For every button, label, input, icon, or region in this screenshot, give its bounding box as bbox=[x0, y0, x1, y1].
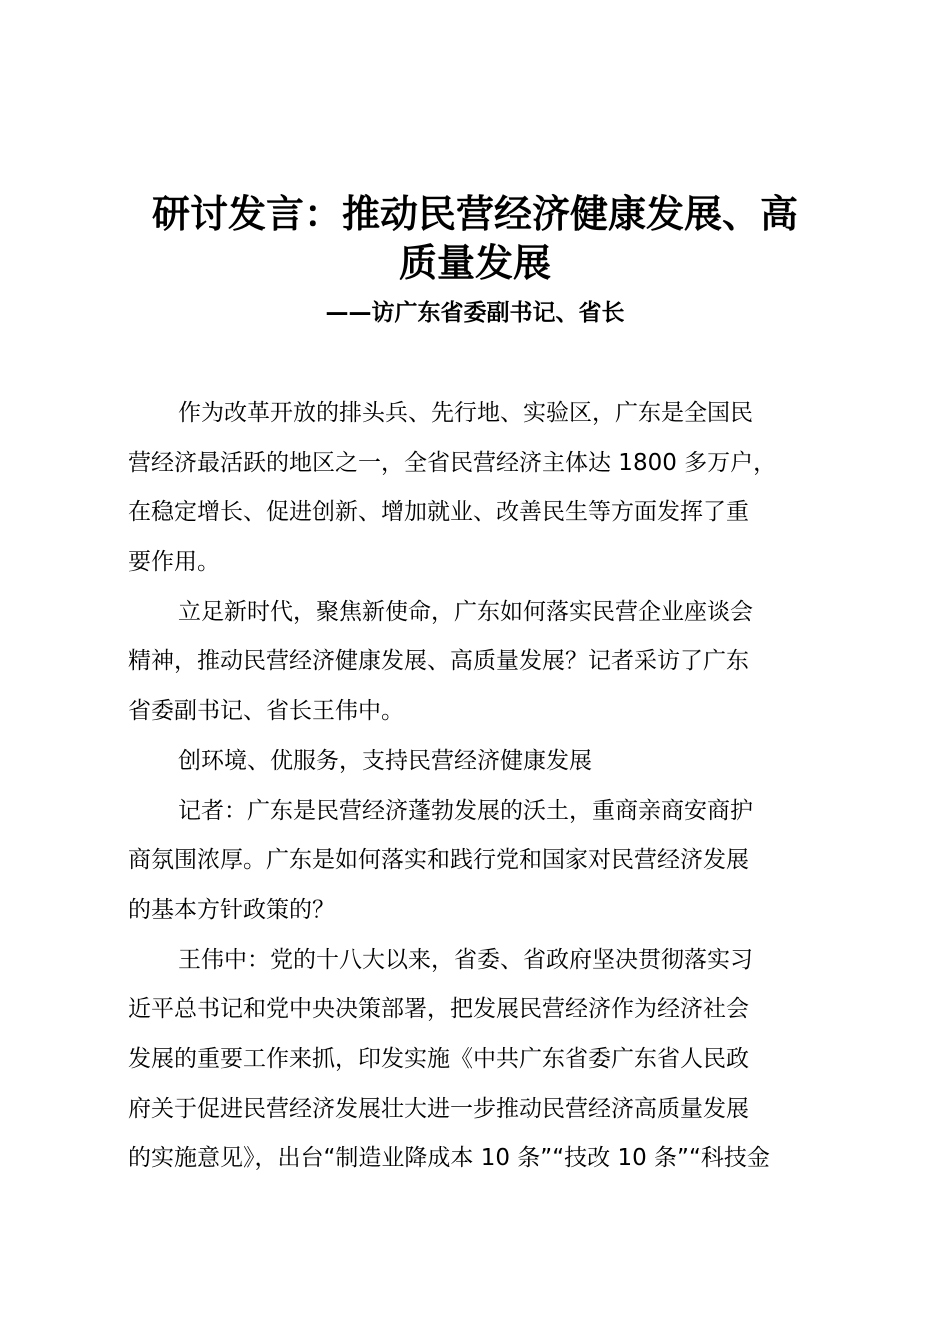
document-title-line-1: 研讨发言：推动民营经济健康发展、高 bbox=[151, 192, 798, 236]
paragraph-0-line: 要作用。 bbox=[128, 549, 220, 576]
paragraph-3-line: 商氛围浓厚。广东是如何落实和践行党和国家对民营经济发展 bbox=[128, 847, 749, 874]
paragraph-3-line: 记者：广东是民营经济蓬勃发展的沃土，重商亲商安商护 bbox=[178, 797, 753, 824]
paragraph-0-line: 作为改革开放的排头兵、先行地、实验区，广东是全国民 bbox=[178, 400, 753, 426]
paragraph-0-line: 在稳定增长、促进创新、增加就业、改善民生等方面发挥了重 bbox=[128, 499, 749, 526]
paragraph-4-line: 府关于促进民营经济发展壮大进一步推动民营经济高质量发展 bbox=[128, 1095, 749, 1122]
document-subtitle: ——访广东省委副书记、省长 bbox=[325, 300, 625, 326]
paragraph-4-line: 王伟中：党的十八大以来，省委、省政府坚决贯彻落实习 bbox=[178, 946, 753, 973]
paragraph-4-line: 的实施意见》，出台“制造业降成本 10 条”“技改 10 条”“科技金 bbox=[128, 1145, 770, 1172]
document-body bbox=[128, 393, 848, 1188]
paragraph-3-line: 的基本方针政策的？ bbox=[128, 896, 335, 923]
paragraph-1-line: 省委副书记、省长王伟中。 bbox=[128, 698, 404, 725]
paragraph-0-line: 营经济最活跃的地区之一，全省民营经济主体达 1800 多万户， bbox=[128, 449, 777, 476]
paragraph-4-line: 近平总书记和党中央决策部署，把发展民营经济作为经济社会 bbox=[128, 996, 749, 1023]
paragraph-4-line: 发展的重要工作来抓，印发实施《中共广东省委广东省人民政 bbox=[128, 1045, 749, 1072]
paragraph-2-line: 创环境、优服务，支持民营经济健康发展 bbox=[178, 747, 592, 774]
document-title-line-2: 质量发展 bbox=[398, 241, 551, 285]
paragraph-1-line: 精神，推动民营经济健康发展、高质量发展？记者采访了广东 bbox=[128, 648, 749, 675]
paragraph-1-line: 立足新时代，聚焦新使命，广东如何落实民营企业座谈会 bbox=[178, 598, 753, 625]
